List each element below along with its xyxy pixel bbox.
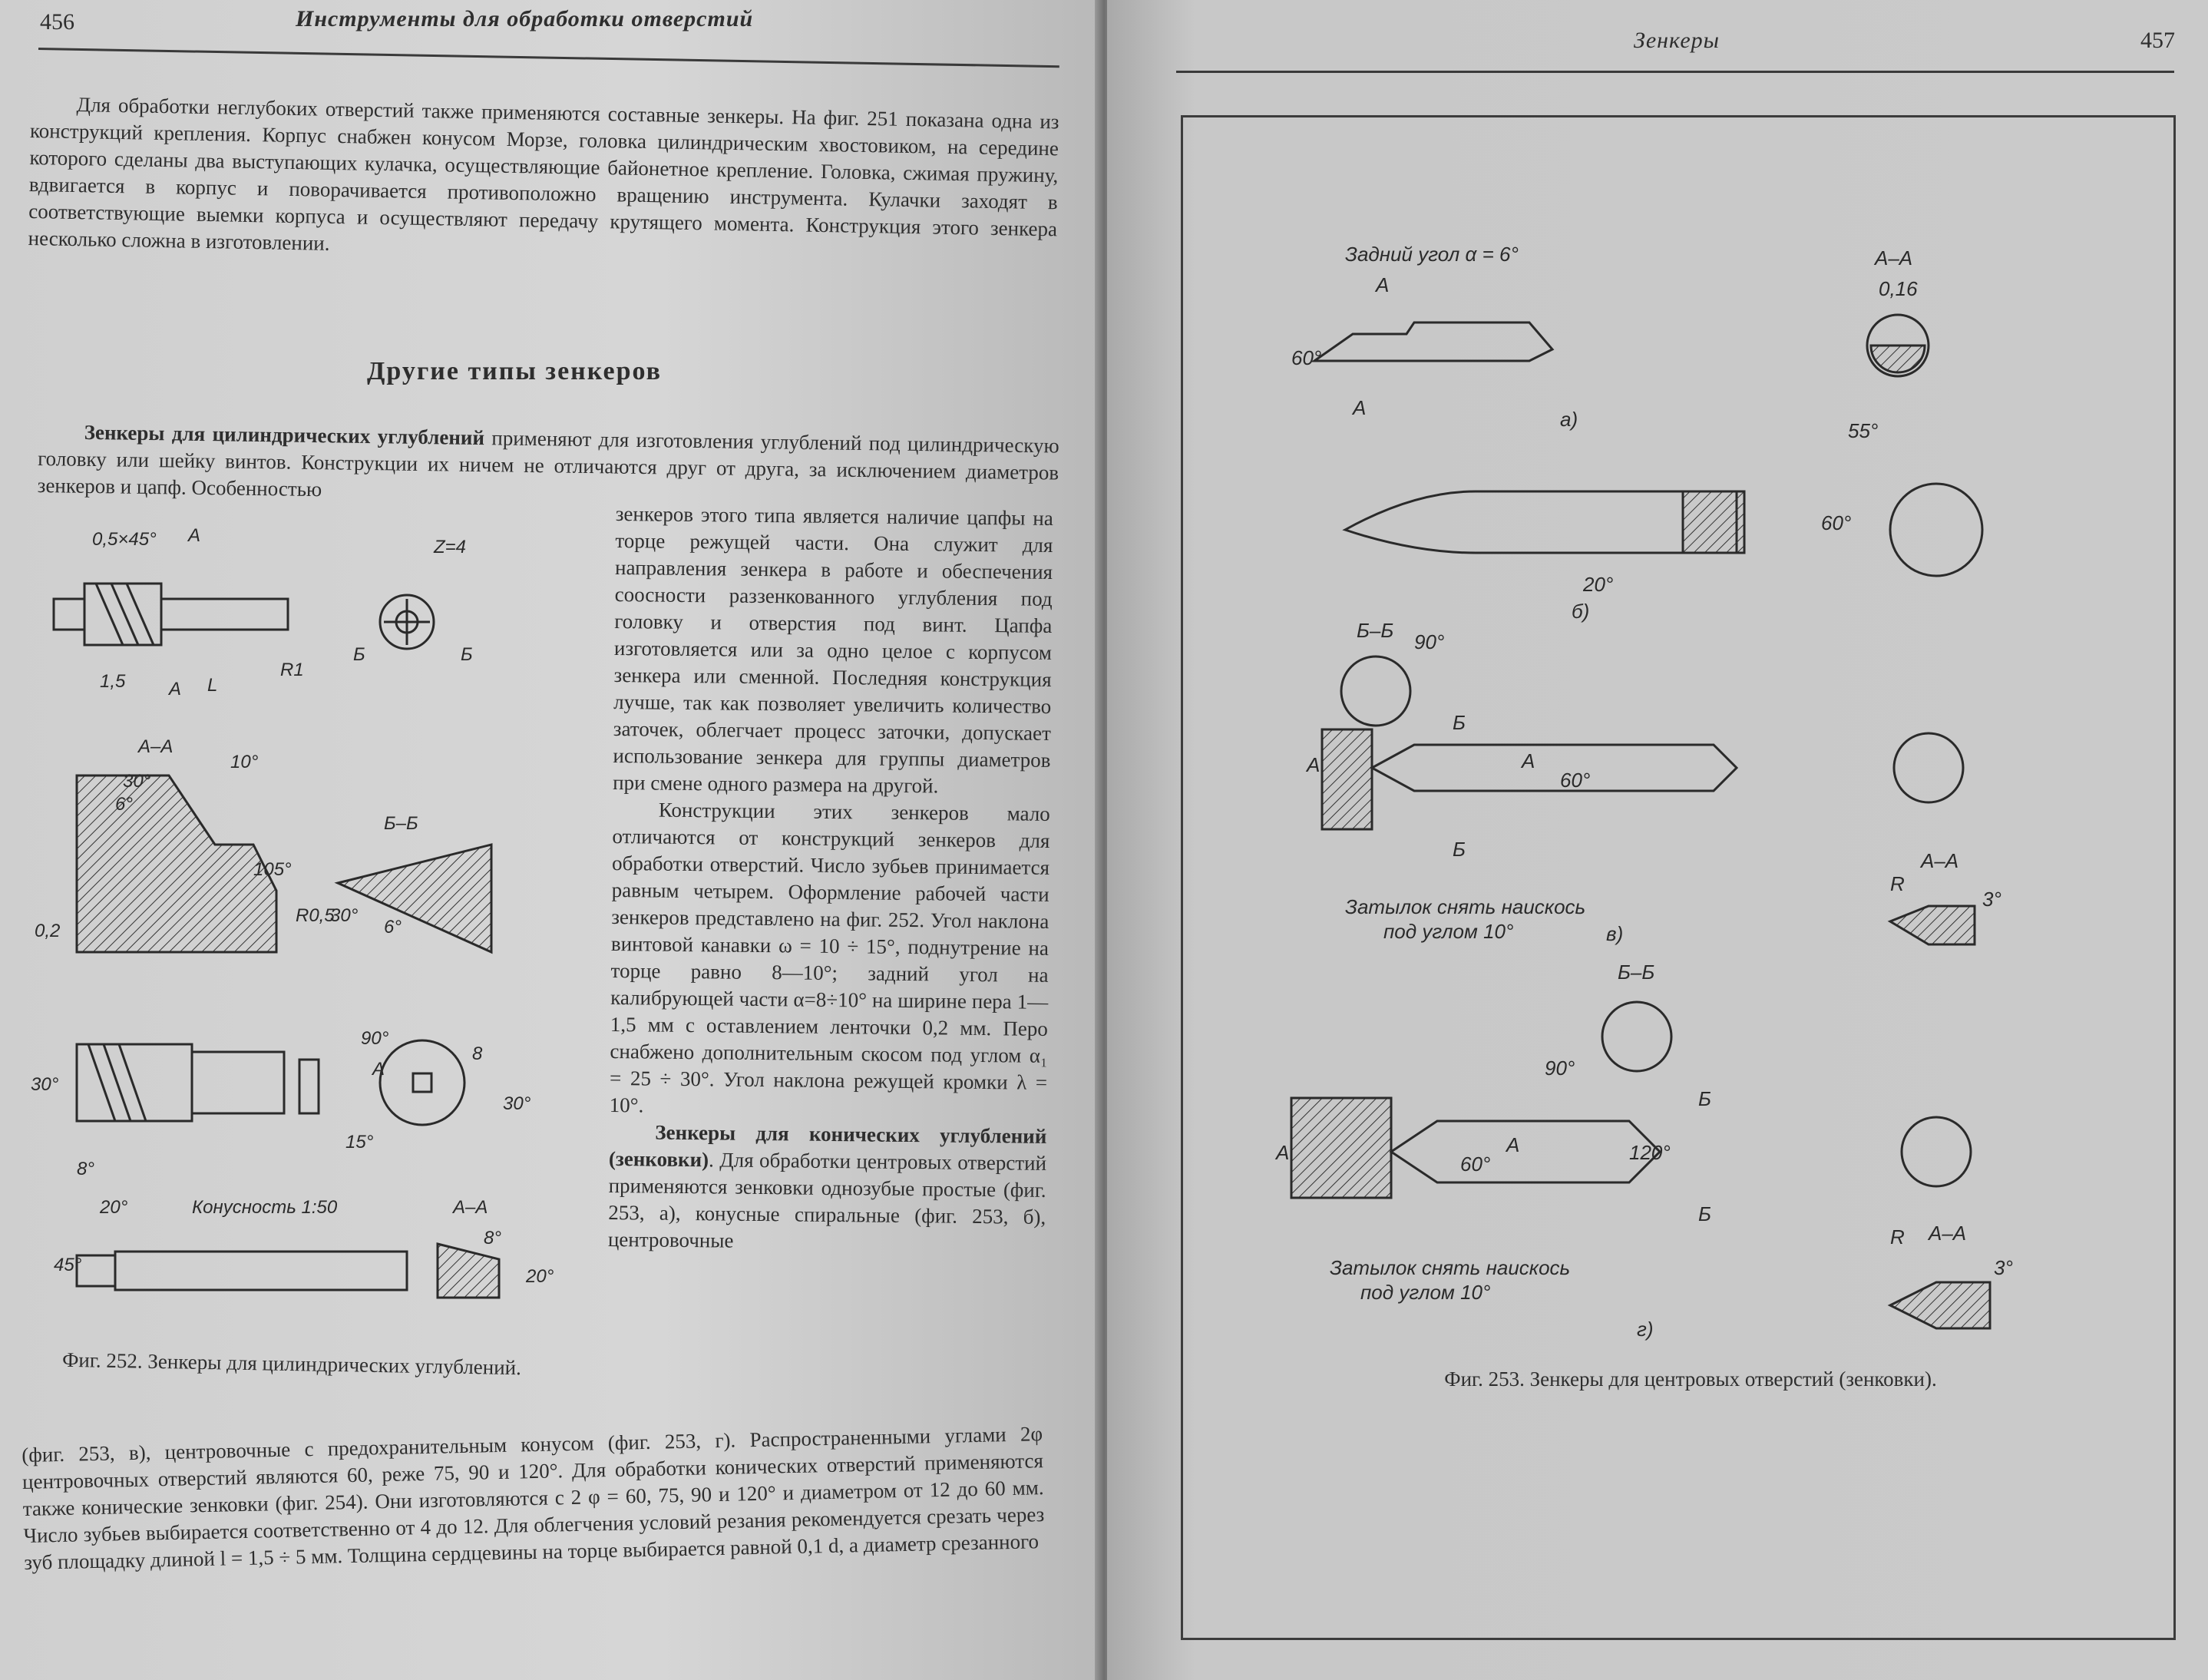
label-section-a: А [188, 525, 201, 546]
label-angle-8: 8° [77, 1159, 94, 1179]
section-bb-v [1341, 656, 1410, 726]
label-a2-g: А [1506, 1133, 1520, 1156]
label-angle-60: 60° [1291, 346, 1322, 369]
pilot-shank [115, 1252, 407, 1290]
right-page [1107, 0, 2208, 1680]
cutter-side-2 [77, 1044, 192, 1121]
label-angle-60-v: 60° [1560, 769, 1591, 792]
running-head-left: Инструменты для обработки отверстий [296, 6, 754, 31]
figure-252 [23, 522, 607, 1328]
label-angle-20: 20° [1583, 573, 1614, 596]
section-aa-tooth [77, 776, 276, 952]
label-dim-1-5: 1,5 [100, 671, 126, 692]
label-b1-v: Б [1453, 711, 1466, 734]
countersink-b [1345, 491, 1737, 553]
label-r05: R0,5 [296, 905, 335, 926]
label-dim-0-16: 0,16 [1879, 277, 1918, 300]
page-number-right: 457 [2140, 28, 2175, 53]
label-back-taper-g2: под углом 10° [1360, 1281, 1491, 1304]
label-teeth-count: Z=4 [434, 537, 467, 557]
figure-253 [1276, 230, 2144, 1367]
countersink-a [1314, 322, 1552, 361]
label-angle-20b: 20° [526, 1266, 554, 1287]
label-r-v: R [1890, 872, 1905, 895]
end-view-v [1894, 733, 1963, 802]
label-angle-6b: 6° [384, 917, 402, 938]
label-angle-90-v: 90° [1414, 630, 1445, 653]
workpiece-v [1322, 729, 1372, 829]
intro-paragraph: Для обработки неглубоких отверстий также применяются составные зенкеры. На фиг. 251 показана одна из конструкций крепления. Корпус снабжен конусом Морзе, головка цилиндрическим хвостовиком, на середине которого сделаны два выступающих кулачка, осуществляющие байонетное крепление. Головка, сжимая пружину, вдвигается в корпус и поворачивается противоположно вращению инструмента. Кулачки заходят в соответствующие выемки корпуса и осуществляют передачу крутящего момента. Конструкция этого зенкера несколько сложна в изготовлении. [28, 93, 1059, 255]
header-rule-right [1176, 71, 2174, 73]
paragraph-countersinks: (фиг. 253, в), центровочные с предохранительным конусом (фиг. 253, г). Распространенными углами 2φ центровочных отверстий являются 60, реже 75, 90 и 120°. Для обработки конических отверстий применяются также конические зенковки (фиг. 254). Они изготовляются с 2 φ = 60, 75, 90 и 120° и диаметром от 12 до 60 мм. Число зубьев выбирается соответственно от 4 до 12. Для облегчения условий резания рекомендуется срезать через зуб площадку длиной l = 1,5 ÷ 5 мм. Толщина сердцевины на торце выбирается равной 0,1 d, а диаметр срезанного [21, 1422, 1045, 1574]
label-section-aa-v: А–А [1921, 849, 1959, 872]
page-number-left: 456 [40, 9, 74, 35]
section-bb [338, 845, 491, 952]
label-chamfer: 0,5×45° [92, 529, 157, 550]
label-rear-angle: Задний угол α = 6° [1345, 243, 1519, 266]
label-section-aa: А–А [138, 736, 174, 757]
label-angle-3-g: 3° [1994, 1256, 2013, 1279]
caption-g: г) [1637, 1318, 1654, 1341]
end-view-g [1902, 1117, 1971, 1186]
cutter-end-view-2 [380, 1040, 464, 1125]
label-b2-v: Б [1453, 838, 1466, 861]
label-angle-45: 45° [54, 1255, 82, 1275]
section-heading: Другие типы зенкеров [367, 357, 663, 385]
label-angle-55: 55° [1848, 419, 1879, 442]
label-back-taper-g: Затылок снять наискось [1330, 1256, 1571, 1279]
workpiece-g [1291, 1098, 1391, 1198]
label-section-a2: А [1353, 396, 1367, 419]
label-angle-30d: 30° [503, 1093, 531, 1114]
label-b1: Б [353, 644, 365, 665]
label-section-aa-g: А–А [1929, 1222, 1967, 1245]
label-angle-120-g: 120° [1629, 1141, 1671, 1164]
label-section-a1: А [1376, 273, 1390, 296]
label-angle-90-g: 90° [1545, 1057, 1575, 1080]
label-angle-10: 10° [230, 752, 259, 772]
label-angle-6: 6° [115, 794, 133, 815]
label-angle-20: 20° [100, 1197, 128, 1218]
label-section-aa-a: А–А [1875, 246, 1913, 270]
section-aa-g [1890, 1282, 1990, 1328]
label-section-bb-v: Б–Б [1357, 619, 1394, 642]
section-aa-v [1890, 906, 1975, 944]
label-angle-30: 30° [123, 771, 151, 792]
countersink-v [1372, 745, 1737, 791]
label-section-aa-2: А–А [453, 1197, 488, 1218]
section-bb-g [1602, 1002, 1671, 1071]
end-view-b [1890, 484, 1982, 576]
label-angle-60-g: 60° [1460, 1153, 1491, 1176]
caption-fig-253: Фиг. 253. Зенкеры для центровых отверстий (зенковки). [1444, 1367, 1937, 1391]
left-page [0, 0, 1099, 1680]
caption-fig-252: Фиг. 252. Зенкеры для цилиндрических углублений. [61, 1348, 522, 1380]
label-a-v: А [1307, 753, 1321, 776]
label-back-taper-v: Затылок снять наискось [1345, 895, 1586, 918]
label-dim-8: 8 [472, 1043, 483, 1064]
label-r1: R1 [280, 660, 304, 680]
label-dim-a: А [169, 679, 182, 699]
label-back-taper-v2: под углом 10° [1383, 920, 1514, 943]
countersink-g [1391, 1121, 1660, 1182]
label-angle-60b: 60° [1821, 511, 1852, 534]
label-a-g: А [1276, 1141, 1290, 1164]
term-cylindrical: Зенкеры для цилиндрических углублений [84, 420, 485, 450]
label-r-g: R [1890, 1225, 1905, 1248]
running-head-right: Зенкеры [1634, 28, 1720, 53]
label-b2-g: Б [1698, 1202, 1711, 1225]
label-a2-v: А [1522, 749, 1535, 772]
caption-v: в) [1606, 922, 1624, 945]
label-section-bb-g: Б–Б [1618, 961, 1655, 984]
caption-a: а) [1560, 408, 1578, 431]
label-b1-g: Б [1698, 1087, 1711, 1110]
label-angle-30b: 30° [330, 905, 359, 926]
label-section-bb: Б–Б [384, 813, 418, 834]
label-b2: Б [461, 644, 473, 665]
caption-b: б) [1572, 600, 1590, 623]
label-taper: Конусность 1:50 [192, 1197, 338, 1218]
label-angle-30c: 30° [31, 1074, 59, 1095]
label-angle-90: 90° [361, 1028, 389, 1049]
paragraph-cylindrical: Зенкеры для цилиндрических углублений применяют для изготовления углублений под цилиндрическую головку или шейку винтов. Конструкции их ничем не отличаются друг от друга, за исключением диаметров зенкеров и цапф. Особенностью [37, 420, 1059, 501]
label-a-c: А [372, 1059, 385, 1080]
label-angle-15: 15° [345, 1132, 374, 1153]
label-angle-3-v: 3° [1982, 888, 2001, 911]
label-angle-8b: 8° [484, 1228, 501, 1248]
label-angle-105: 105° [253, 859, 292, 880]
label-dim-l: L [207, 675, 218, 696]
label-dim-0-2: 0,2 [35, 921, 61, 941]
header-rule-left [38, 48, 1059, 68]
column-text: зенкеров этого типа является наличие цапфы на торце режущей части. Она служит для направления зенкера в работе и обеспечения соосности раззенкованного углубления под головку и отверстия под винт. Цапфа изготовляется или за одно целое с корпусом зенкера или сменной. Последняя конструкция лучше, так как позволяет увеличить количество заточек, облегчает процесс заточки, допускает использование зенкера для группы диаметров при смене одного размера на другой. Конструкции этих зенкеров мало отличаются от конструкций зенкеров для обработки отверстий. Число зубьев принимается равным четырем. Оформление рабочей части зенкеров представлено на фиг. 252. Угол наклона винтовой канавки ω = 10 ÷ 15°, поднутрение на торце равно 8—10°; задний угол на калибрующей части α=8÷10° на ширине пера 1—1,5 мм с оставлением ленточки 0,2 мм. Перо снабжено дополнительным скосом под углом α₁ = 25 ÷ 30°. Угол наклона режущей кромки λ = 10°. Зенкеры для конических углублений (зенковки). Для обработки центровых отверстий применяются зенковки однозубые простые (фиг. 253, а), конусные спиральные (фиг. 253, б), центровочные [607, 501, 1053, 1252]
